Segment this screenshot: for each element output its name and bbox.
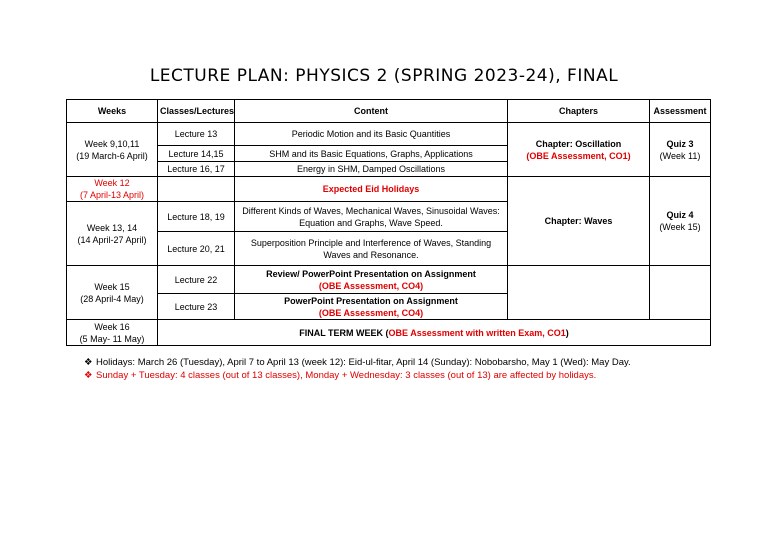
final-term-close: ): [565, 327, 569, 338]
week-dates: (5 May- 11 May): [79, 333, 145, 344]
diamond-bullet-icon: ❖: [84, 370, 93, 381]
content-cell: Different Kinds of Waves, Mechanical Waves, Sinusoidal Waves: Equation and Graphs, Wave Speed.: [235, 202, 508, 232]
lecture-cell: Lecture 23: [158, 294, 235, 320]
lecture-cell: Lecture 16, 17: [158, 162, 235, 177]
lecture-cell: Lecture 14,15: [158, 146, 235, 162]
content-note: (OBE Assessment, CO4): [318, 280, 424, 291]
assessment-week: (Week 15): [659, 222, 701, 232]
assessment-cell: [650, 266, 711, 320]
week-label: Week 12: [94, 178, 130, 188]
content-cell: Expected Eid Holidays: [235, 177, 508, 202]
chapter-note: (OBE Assessment, CO1): [526, 150, 631, 161]
week-label: Week 15: [94, 281, 130, 292]
header-weeks: Weeks: [67, 100, 158, 123]
week-cell: [67, 123, 158, 177]
header-chapters: Chapters: [508, 100, 650, 123]
week-cell: [67, 177, 158, 202]
content-text: PowerPoint Presentation on Assignment: [284, 295, 458, 306]
final-term-note: OBE Assessment with written Exam, CO1: [388, 327, 566, 338]
header-row: [67, 100, 711, 123]
diamond-bullet-icon: ❖: [84, 357, 93, 368]
week-label: Week 9,10,11: [84, 138, 140, 149]
assessment-cell: [650, 123, 711, 177]
table-row: [67, 177, 711, 202]
assessment-label: Quiz 4: [666, 210, 694, 220]
week-dates: (7 April-13 April): [79, 190, 145, 200]
affected-classes-note: [84, 369, 631, 382]
affected-note-text: Sunday + Tuesday: 4 classes (out of 13 classes), Monday + Wednesday: 3 classes (out of 13) are affected by holidays.: [96, 370, 597, 381]
lecture-cell: Lecture 13: [158, 123, 235, 146]
chapter-label: Chapter: Waves: [544, 216, 613, 226]
content-cell: SHM and its Basic Equations, Graphs, Applications: [235, 146, 508, 162]
lecture-plan-table: [66, 99, 711, 346]
week-dates: (28 April-4 May): [80, 293, 144, 304]
week-cell: [67, 202, 158, 266]
week-label: Week 13, 14: [86, 222, 138, 233]
holiday-note: [84, 356, 631, 369]
content-cell: Energy in SHM, Damped Oscillations: [235, 162, 508, 177]
table-row: [67, 266, 711, 294]
content-cell: [235, 266, 508, 294]
content-text: Review/ PowerPoint Presentation on Assignment: [266, 268, 476, 279]
final-term-cell: [158, 320, 711, 346]
lecture-cell: Lecture 18, 19: [158, 202, 235, 232]
content-cell: Superposition Principle and Interference of Waves, Standing Waves and Resonance.: [235, 232, 508, 266]
chapter-cell: [508, 123, 650, 177]
header-content: Content: [235, 100, 508, 123]
table-row: [67, 320, 711, 346]
week-cell: [67, 320, 158, 346]
assessment-week: (Week 11): [659, 150, 701, 161]
chapter-cell: [508, 266, 650, 320]
assessment-cell: [650, 177, 711, 266]
lecture-cell: Lecture 22: [158, 266, 235, 294]
header-assessment: Assessment: [650, 100, 711, 123]
week-label: Week 16: [94, 321, 130, 332]
header-classes: Classes/Lectures: [158, 100, 235, 123]
final-term-label: FINAL TERM WEEK (: [299, 327, 389, 338]
chapter-label: Chapter: Oscillation: [535, 138, 622, 149]
week-dates: (19 March-6 April): [76, 150, 148, 161]
assessment-label: Quiz 3: [666, 138, 694, 149]
week-cell: [67, 266, 158, 320]
notes-section: [84, 356, 631, 382]
content-cell: [235, 294, 508, 320]
table-row: [67, 123, 711, 146]
week-dates: (14 April-27 April): [77, 234, 147, 245]
lecture-cell: Lecture 20, 21: [158, 232, 235, 266]
page-title: LECTURE PLAN: PHYSICS 2 (SPRING 2023-24), FINAL: [149, 66, 619, 86]
chapter-cell: [508, 177, 650, 266]
content-note: (OBE Assessment, CO4): [318, 307, 424, 318]
content-cell: Periodic Motion and its Basic Quantities: [235, 123, 508, 146]
holiday-note-text: Holidays: March 26 (Tuesday), April 7 to April 13 (week 12): Eid-ul-fitar, April 14 (Sunday): Nobobarsho, May 1 (Wed): May Day.: [96, 357, 631, 368]
lecture-cell: [158, 177, 235, 202]
